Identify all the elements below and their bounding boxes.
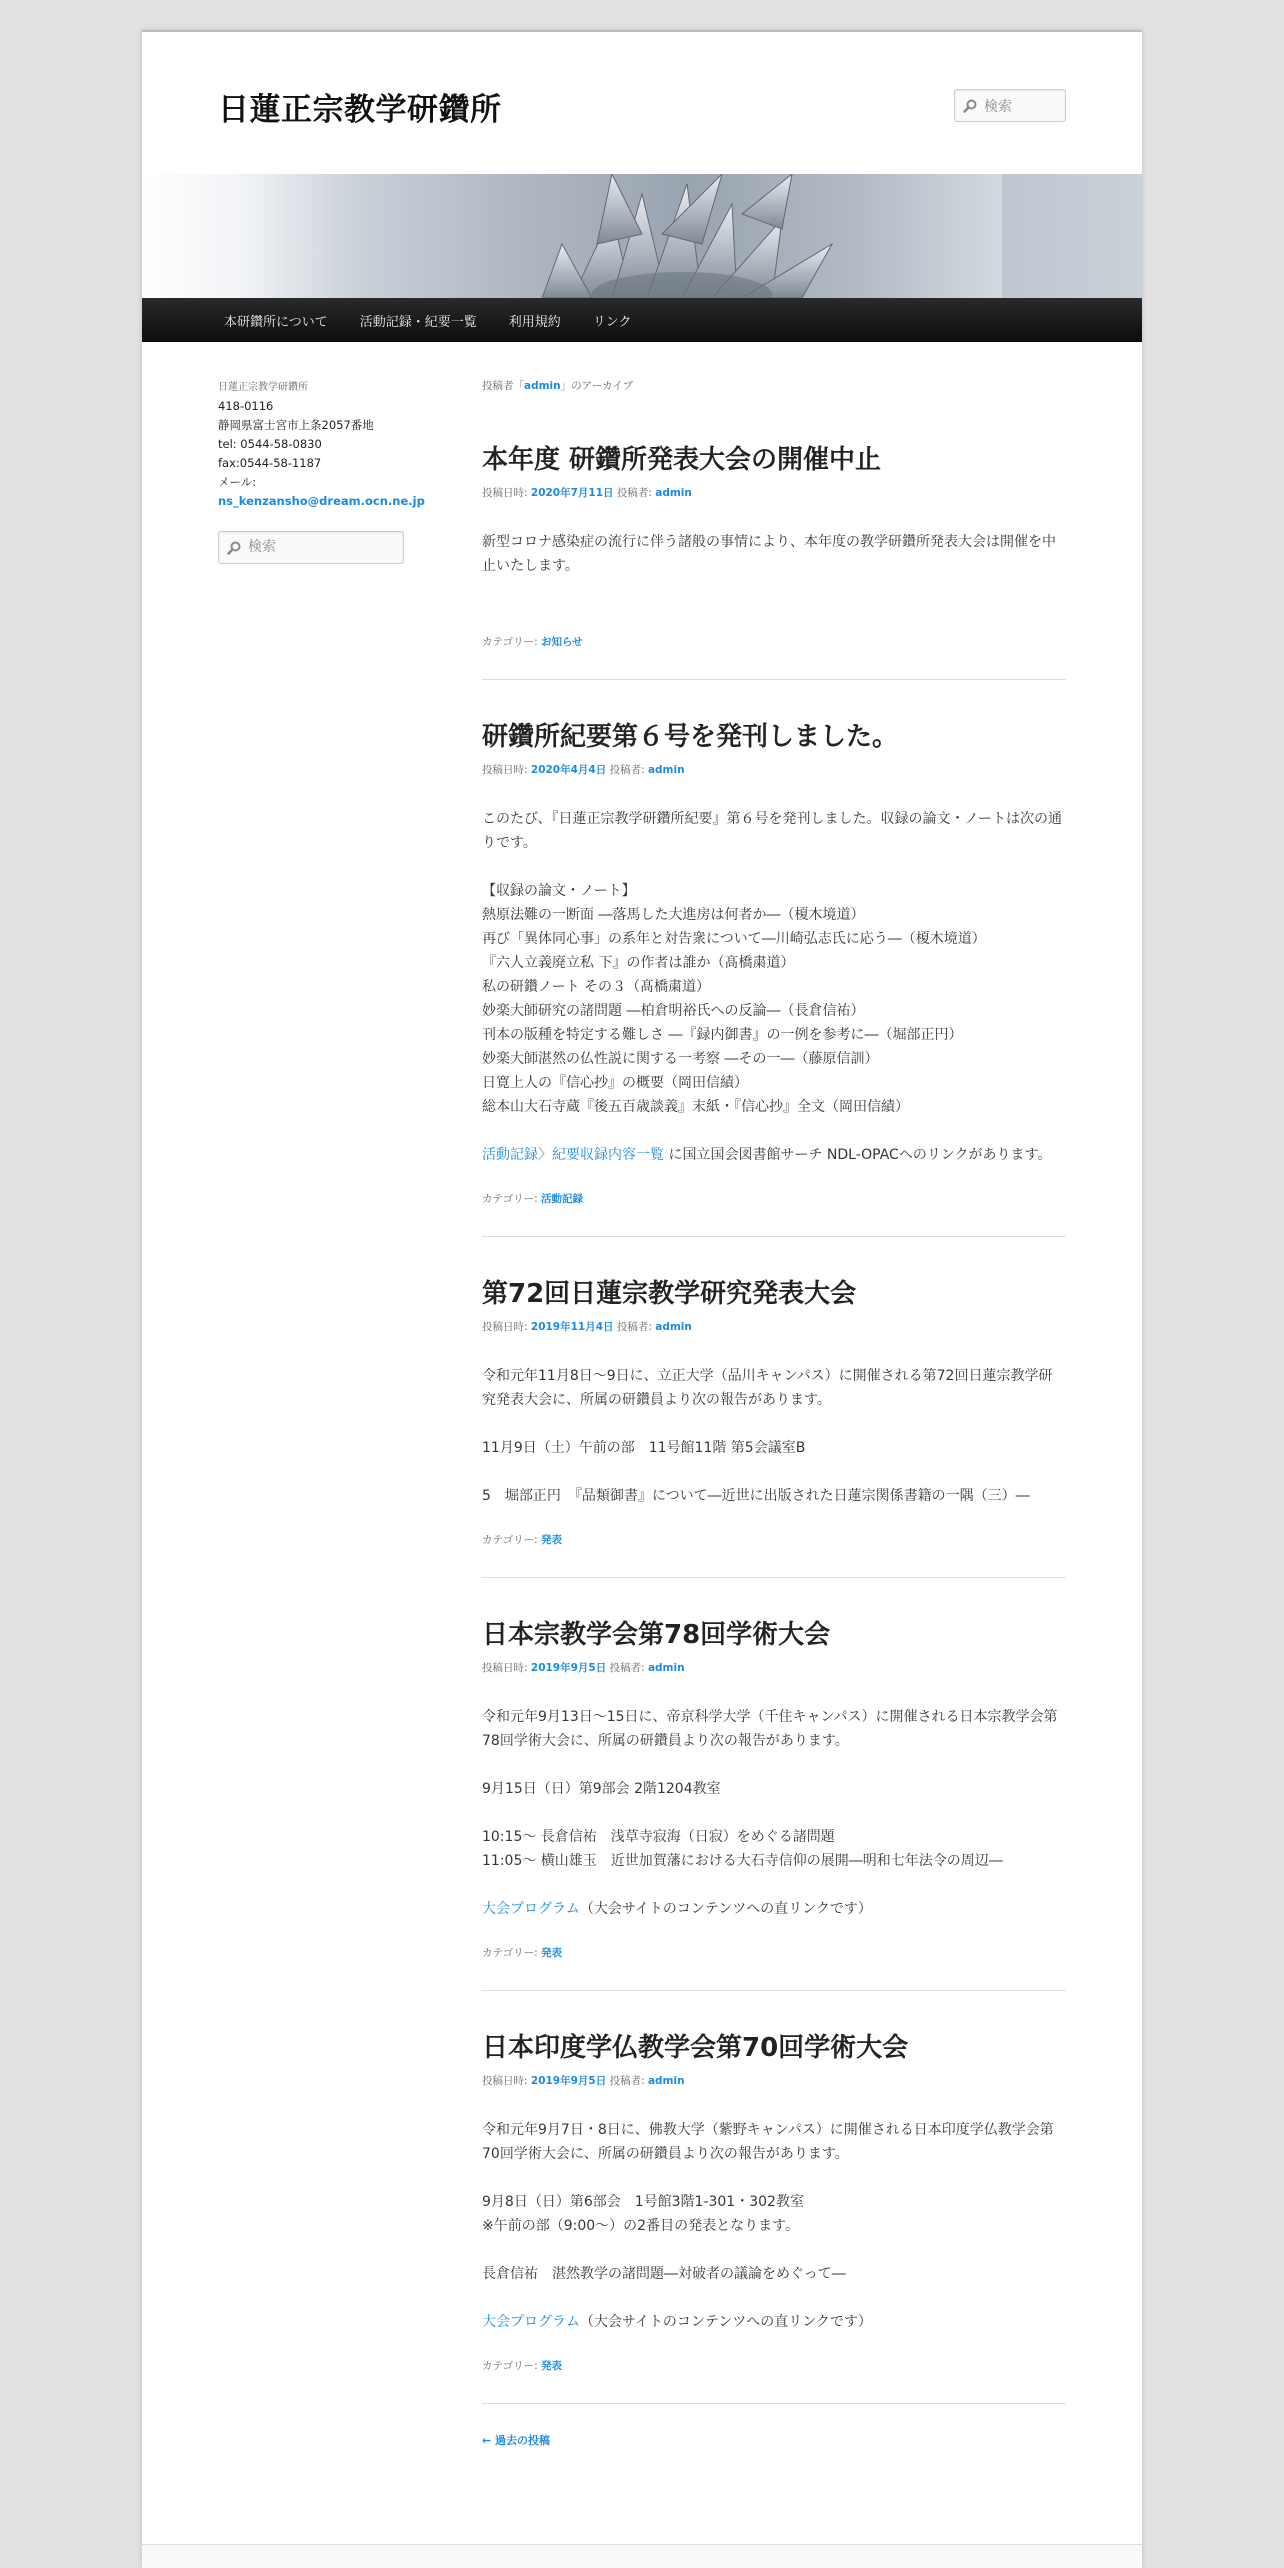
author-label: 投稿者: [613, 487, 656, 499]
link-note: （大会サイトのコンテンツへの直リンクです） [579, 1901, 872, 1917]
post-paragraph [482, 2310, 1066, 2334]
category-label: カテゴリー: [482, 1534, 541, 1546]
list-item: 妙楽大師研究の諸問題 ―柏倉明裕氏への反論―（長倉信祐） [482, 1003, 865, 1019]
post-footer [482, 634, 1066, 679]
post [482, 443, 1066, 680]
archive-prefix: 投稿者「 [482, 380, 524, 392]
author-label: 投稿者: [613, 1321, 656, 1333]
post-body [482, 2118, 1066, 2334]
category-label: カテゴリー: [482, 2360, 541, 2372]
search-placeholder: 検索 [984, 98, 1012, 115]
post-date-link[interactable]: 2019年9月5日 [530, 1662, 607, 1674]
post-footer [482, 2358, 1066, 2403]
post-date-link[interactable]: 2019年11月4日 [530, 1321, 614, 1333]
list-item: 日寛上人の『信心抄』の概要（岡田信績） [482, 1075, 748, 1091]
post-footer [482, 1191, 1066, 1236]
post-author-link[interactable]: admin [655, 1321, 692, 1333]
banner-sculpture-image [142, 174, 1142, 298]
post-paragraph: 新型コロナ感染症の流行に伴う諸般の事情により、本年度の教学研鑽所発表大会は開催を中止いたします。 [482, 534, 1056, 574]
post-date-link[interactable]: 2020年4月4日 [530, 764, 607, 776]
list-item: 9月8日（日）第6部会 1号館3階1-301・302教室 [482, 2194, 804, 2210]
post-paragraph: 長倉信祐 湛然教学の諸問題―対破者の議論をめぐって― [482, 2266, 846, 2282]
post-meta [482, 2073, 1066, 2088]
post-footer [482, 1945, 1066, 1990]
list-item: 11:05～ 横山雄玉 近世加賀藩における大石寺信仰の展開―明和七年法令の周辺― [482, 1853, 1003, 1869]
nav-item-links[interactable]: リンク [592, 314, 632, 330]
post-footer [482, 1532, 1066, 1577]
post-author-link[interactable]: admin [647, 764, 685, 776]
list-item: 刊本の版種を特定する難しさ ―『録内御書』の一例を参考に―（堀部正円） [482, 1027, 963, 1043]
page-container [142, 30, 1142, 2568]
post-category-link[interactable]: お知らせ [540, 636, 583, 648]
post-paragraph: 令和元年9月13日～15日に、帝京科学大学（千住キャンパス）に開催される日本宗教学会第78回学術大会に、所属の研鑽員より次の報告があります。 [482, 1709, 1058, 1749]
link-note: （大会サイトのコンテンツへの直リンクです） [579, 2314, 872, 2330]
sidebar-postal: 418-0116 [218, 399, 274, 413]
nav-item-activities[interactable]: 活動記録・紀要一覧 [359, 314, 477, 330]
post-meta [482, 1319, 1066, 1334]
post [482, 1618, 1066, 1991]
sidebar-fax: fax:0544-58-1187 [218, 456, 322, 470]
post-list [482, 879, 1066, 1119]
sidebar-org-name: 日蓮正宗教学研鑽所 [218, 382, 308, 393]
post-paragraph: 5 堀部正円 『品類御書』について―近世に出版された日蓮宗関係書籍の一隅（三）― [482, 1488, 1030, 1504]
post-list [482, 1825, 1066, 1873]
header-search-input[interactable] [954, 89, 1066, 122]
post-category-link[interactable]: 発表 [540, 1947, 562, 1959]
list-item: 『六人立義廃立私 下』の作者は誰か（髙橋粛道） [482, 955, 795, 971]
post-list [482, 2190, 1066, 2238]
sidebar-tel: tel: 0544-58-0830 [218, 437, 322, 451]
link-note: に国立国会図書館サーチ NDL-OPACへのリンクがあります。 [664, 1147, 1052, 1163]
post-title[interactable]: 日本印度学仏教学会第70回学術大会 [482, 2033, 909, 2063]
author-label: 投稿者: [606, 1662, 648, 1674]
author-label: 投稿者: [606, 2075, 648, 2087]
site-title[interactable]: 日蓮正宗教学研鑽所 [218, 92, 502, 128]
date-label: 投稿日時: [482, 2075, 531, 2087]
post-paragraph: 令和元年9月7日・8日に、佛教大学（紫野キャンパス）に開催される日本印度学仏教学会第70回学術大会に、所属の研鑽員より次の報告があります。 [482, 2122, 1054, 2162]
post-title[interactable]: 第72回日蓮宗教学研究発表大会 [482, 1279, 857, 1309]
archive-title [482, 378, 1066, 393]
post-paragraph: 令和元年11月8日～9日に、立正大学（品川キャンパス）に開催される第72回日蓮宗教学研究発表大会に、所属の研鑽員より次の報告があります。 [482, 1368, 1053, 1408]
post-date-link[interactable]: 2020年7月11日 [530, 487, 614, 499]
post-paragraph: 9月15日（日）第9部会 2階1204教室 [482, 1781, 721, 1797]
main-navigation [142, 298, 1142, 342]
list-item: 10:15～ 長倉信祐 浅草寺寂海（日寂）をめぐる諸問題 [482, 1829, 835, 1845]
list-item: 再び「異体同心事」の系年と対告衆について―川崎弘志氏に応う―（榎木境道） [482, 931, 986, 947]
older-posts-link[interactable]: ← 過去の投稿 [482, 2434, 551, 2447]
sidebar-mail-label: メール: [218, 475, 257, 489]
category-label: カテゴリー: [482, 1193, 541, 1205]
search-placeholder: 検索 [248, 539, 276, 555]
sidebar-search-input[interactable] [218, 531, 404, 564]
search-icon [227, 541, 241, 555]
post [482, 1277, 1066, 1578]
list-item: 妙楽大師湛然の仏性説に関する一考察 ―その一―（藤原信訓） [482, 1051, 879, 1067]
list-item: ※午前の部（9:00～）の2番目の発表となります。 [482, 2218, 799, 2234]
program-link[interactable]: 大会プログラム [482, 1901, 580, 1917]
post-meta [482, 762, 1066, 777]
post-paragraph [482, 1143, 1066, 1167]
program-link[interactable]: 大会プログラム [482, 2314, 580, 2330]
post-category-link[interactable]: 活動記録 [540, 1193, 583, 1205]
post-body [482, 1705, 1066, 1921]
kiyo-list-link[interactable]: 活動記録〉紀要収録内容一覧 [482, 1147, 664, 1163]
post [482, 2031, 1066, 2404]
post-body [482, 1364, 1066, 1508]
sidebar-email-link[interactable]: ns_kenzansho@dream.ocn.ne.jp [218, 494, 425, 508]
sidebar-address: 静岡県富士宮市上条2057番地 [218, 418, 374, 432]
post-author-link[interactable]: admin [647, 2075, 685, 2087]
post [482, 720, 1066, 1237]
nav-item-about[interactable]: 本研鑽所について [224, 314, 328, 330]
post-title[interactable]: 本年度 研鑽所発表大会の開催中止 [482, 445, 882, 475]
main-content [482, 378, 1066, 2448]
date-label: 投稿日時: [482, 487, 531, 499]
post-date-link[interactable]: 2019年9月5日 [530, 2075, 607, 2087]
author-label: 投稿者: [606, 764, 648, 776]
post-paragraph [482, 1897, 1066, 1921]
post-category-link[interactable]: 発表 [540, 1534, 562, 1546]
post-title[interactable]: 日本宗教学会第78回学術大会 [482, 1620, 831, 1650]
post-paragraph: このたび、『日蓮正宗教学研鑽所紀要』第６号を発刊しました。収録の論文・ノートは次の通りです。 [482, 811, 1063, 851]
archive-suffix: 」のアーカイブ [560, 380, 633, 392]
list-item: 【収録の論文・ノート】 [482, 883, 636, 899]
date-label: 投稿日時: [482, 764, 531, 776]
search-icon [963, 99, 977, 113]
post-category-link[interactable]: 発表 [540, 2360, 562, 2372]
date-label: 投稿日時: [482, 1321, 531, 1333]
category-label: カテゴリー: [482, 1947, 541, 1959]
list-item: 総本山大石寺蔵『後五百歳談義』末紙・『信心抄』全文（岡田信績） [482, 1099, 909, 1115]
archive-author-link[interactable]: admin [524, 380, 561, 392]
footer [142, 2544, 1142, 2568]
nav-item-terms[interactable]: 利用規約 [508, 314, 561, 330]
post-author-link[interactable]: admin [655, 487, 692, 499]
post-meta [482, 1660, 1066, 1675]
post-author-link[interactable]: admin [647, 1662, 685, 1674]
post-title[interactable]: 研鑽所紀要第６号を発刊しました。 [482, 722, 899, 752]
sidebar [218, 378, 425, 564]
header-banner-image [142, 174, 1142, 298]
date-label: 投稿日時: [482, 1662, 531, 1674]
list-item: 私の研鑽ノート その３（髙橋粛道） [482, 979, 711, 995]
list-item: 熱原法難の一断面 ―落馬した大進房は何者か―（榎木境道） [482, 907, 865, 923]
category-label: カテゴリー: [482, 636, 541, 648]
post-paragraph: 11月9日（土）午前の部 11号館11階 第5会議室B [482, 1440, 806, 1456]
post-body [482, 807, 1066, 1167]
post-body [482, 530, 1066, 578]
post-meta [482, 485, 1066, 500]
